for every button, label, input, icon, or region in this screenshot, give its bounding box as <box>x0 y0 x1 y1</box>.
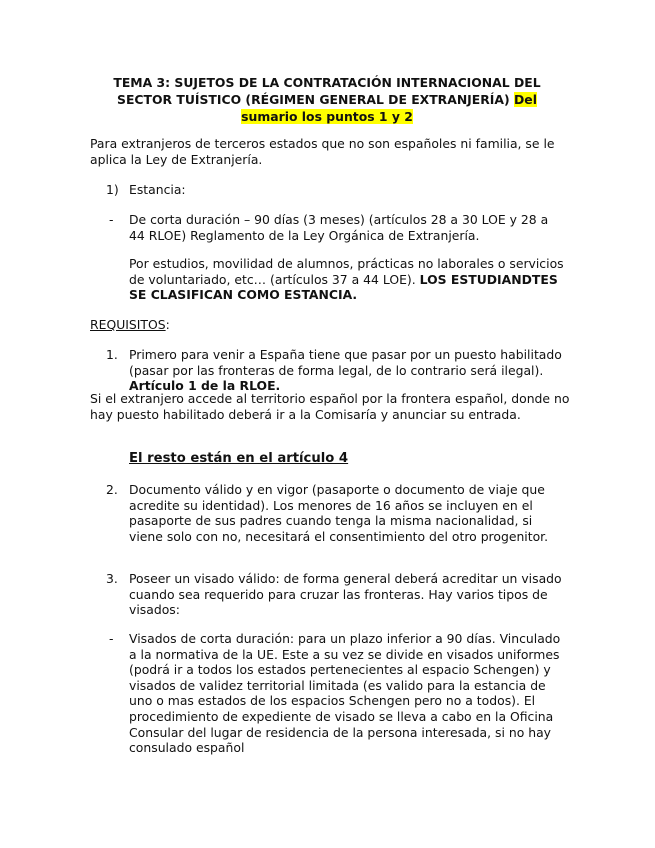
resto-heading-text: El resto están en el artículo 4 <box>129 451 349 466</box>
list1-number: 1) <box>106 182 119 197</box>
title-line-1: TEMA 3: SUJETOS DE LA CONTRATACIÓN INTERNACIONAL DEL <box>113 75 541 90</box>
req1-bold: Artículo 1 de la RLOE. <box>129 378 281 394</box>
requisitos-colon: : <box>165 317 170 332</box>
req1-plain: Primero para venir a España tiene que pasar por un puesto habilitado (pasar por las fronteras de forma legal, de lo contrario será ilegal). <box>129 347 562 378</box>
document-title <box>92 74 562 125</box>
visa-bullet-dash: - <box>109 631 114 646</box>
req2-number: 2. <box>106 482 118 497</box>
title-line-2: SECTOR TUÍSTICO (RÉGIMEN GENERAL DE EXTRANJERÍA) <box>117 92 510 107</box>
requisitos-heading <box>90 317 570 333</box>
visa-bullet-text: Visados de corta duración: para un plazo inferior a 90 días. Vinculado a la normativa de la UE. Este a su vez se divide en visados uniformes (podrá ir a todos los estados pertenecientes al espacio Schengen) y visados de validez territorial limitada (es valido para la estancia de uno o mas estados de los espacios Schengen pero no a todos). El procedimiento de expediente de visado se lleva a cabo en la Oficina Consular del lugar de residencia de la persona interesada, si no hay consulado español <box>129 631 561 756</box>
bullet1-dash: - <box>109 212 114 227</box>
bullet1-text: De corta duración – 90 días (3 meses) (artículos 28 a 30 LOE y 28 a 44 RLOE) Reglamento de la Ley Orgánica de Extranjería. <box>129 212 549 243</box>
list1-label: Estancia: <box>129 182 186 197</box>
req1-text <box>129 347 567 394</box>
intro-paragraph: Para extranjeros de terceros estados que no son españoles ni familia, se le aplica la Ley de Extranjería. <box>90 136 555 167</box>
resto-heading <box>129 451 567 467</box>
bullet1-para2-plain: Por estudios, movilidad de alumnos, prácticas no laborales o servicios de voluntariado, etc… (artículos 37 a 44 LOE). <box>129 256 564 287</box>
bullet1-paragraph2 <box>129 256 567 303</box>
req3-number: 3. <box>106 571 118 586</box>
req2-text: Documento válido y en vigor (pasaporte o documento de viaje que acredite su identidad). Los menores de 16 años se incluyen en el pasaporte de sus padres cuando tenga la misma nacionalidad, si viene solo con no, necesitará el consentimiento del otro progenitor. <box>129 482 549 544</box>
title-highlight-2: sumario los puntos 1 y 2 <box>241 109 413 124</box>
requisitos-heading-text: REQUISITOS <box>90 317 166 332</box>
req3-text: Poseer un visado válido: de forma general deberá acreditar un visado cuando sea requerido para cruzar las fronteras. Hay varios tipos de visados: <box>129 571 562 618</box>
req1-number: 1. <box>106 347 118 362</box>
title-highlight-1: Del <box>514 92 537 107</box>
bullet1-para2-bold: LOS ESTUDIANDTES SE CLASIFICAN COMO ESTANCIA. <box>129 271 558 303</box>
req1-followup: Si el extranjero accede al territorio español por la frontera español, donde no hay puesto habilitado deberá ir a la Comisaría y anunciar su entrada. <box>90 391 570 422</box>
